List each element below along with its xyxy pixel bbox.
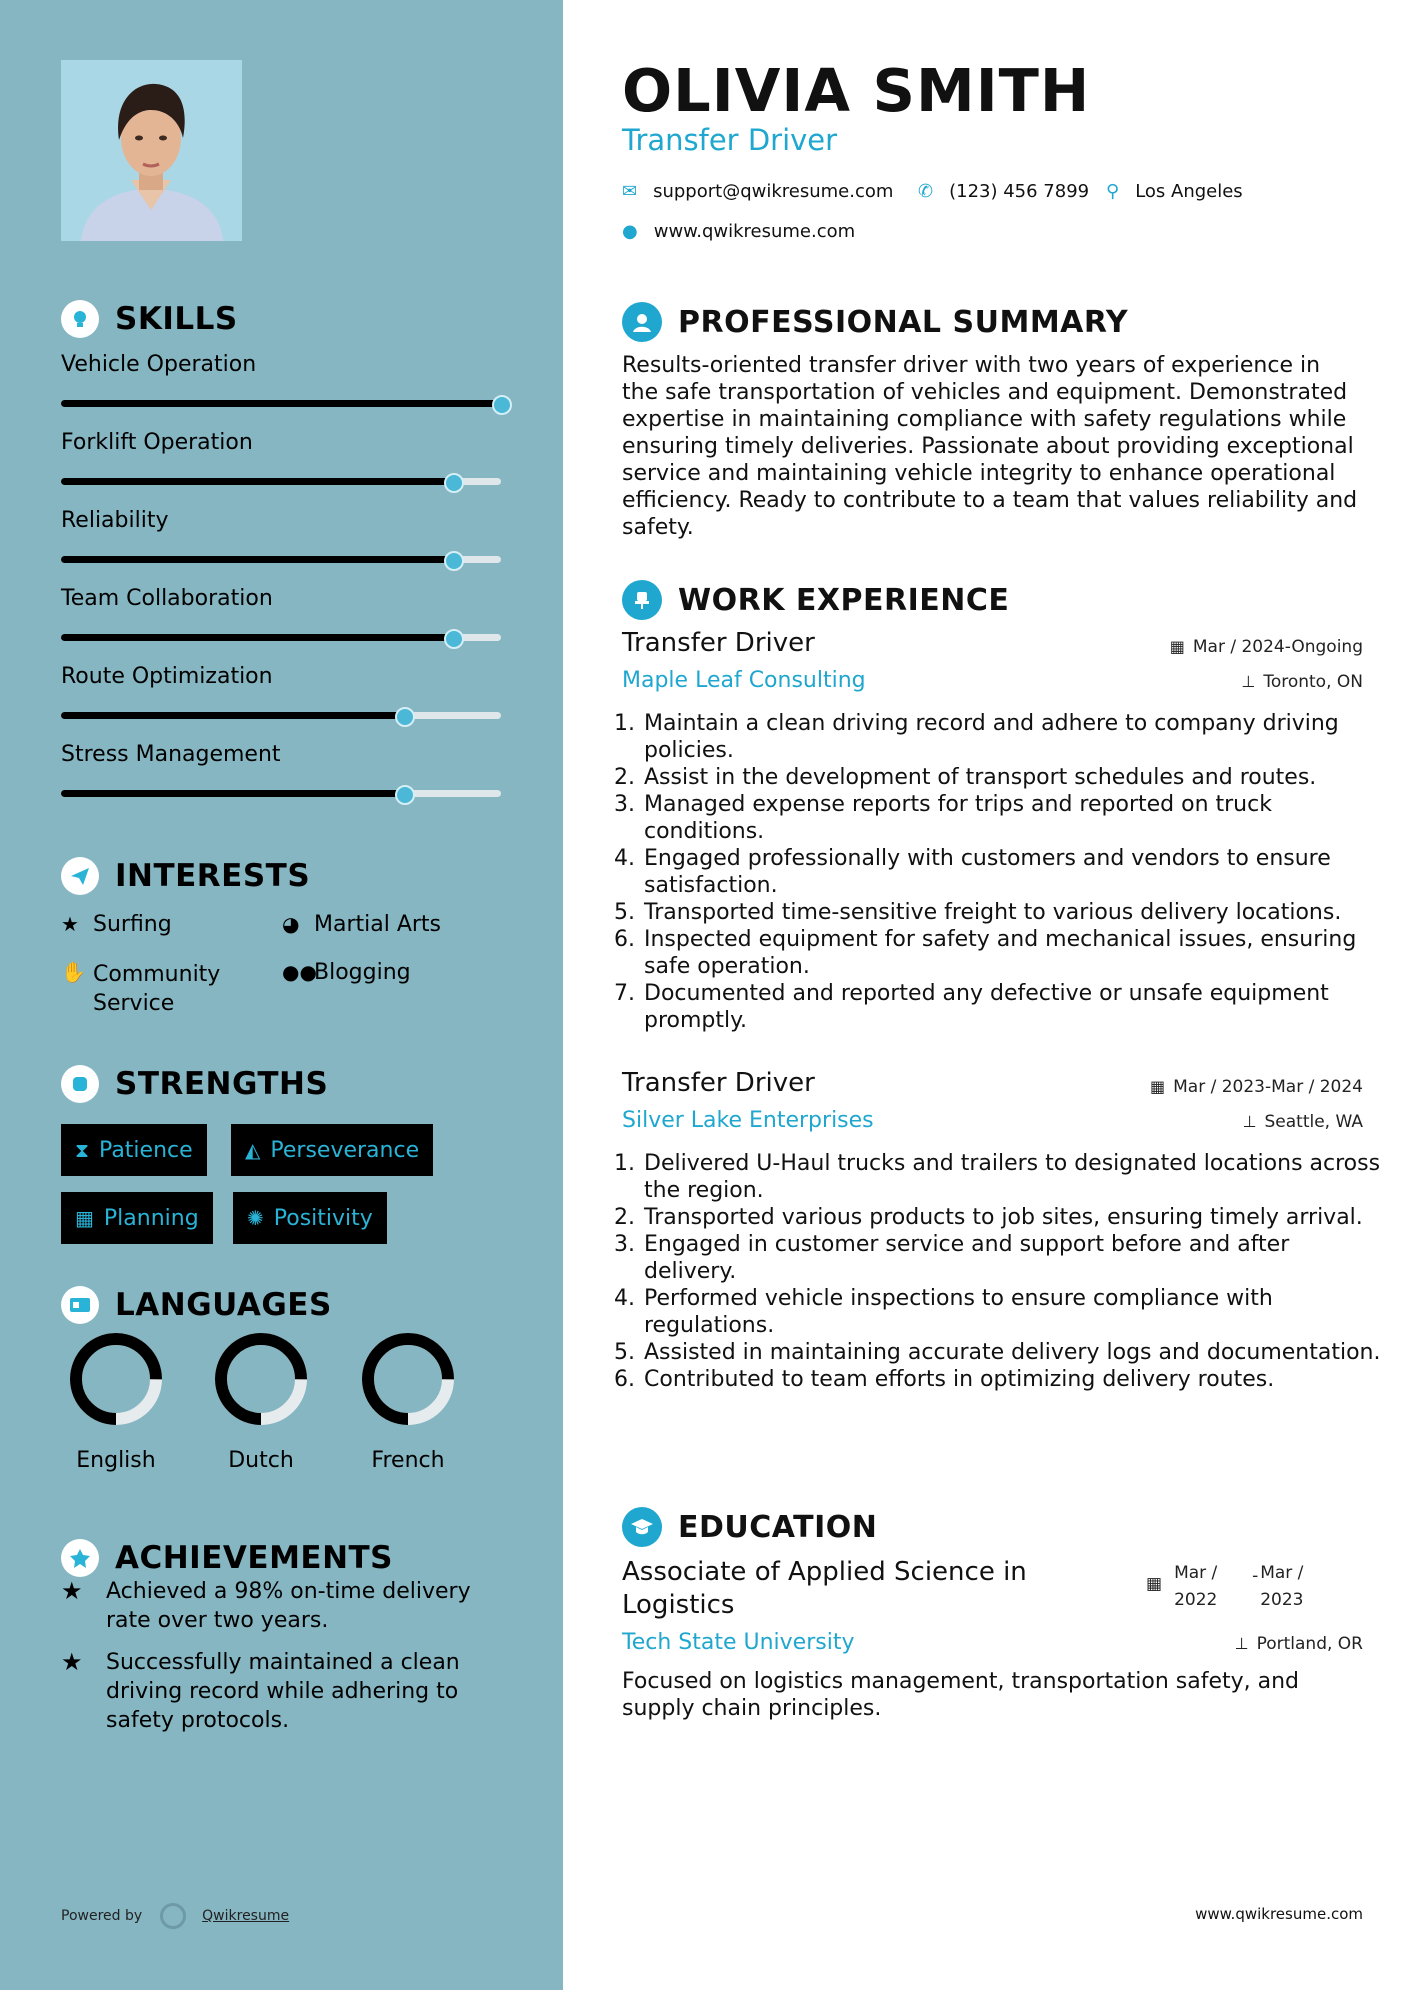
strength-label: Planning [103, 1205, 199, 1231]
duty-item: 4. Performed vehicle inspections to ensure compliance with regulations. [642, 1285, 1387, 1339]
star-icon: ★ [61, 912, 79, 936]
strength-label: Patience [99, 1137, 193, 1163]
education-description: Focused on logistics management, transportation safety, and supply chain principles. [622, 1669, 1299, 1721]
job-dates-text: Mar / 2023-Mar / 2024 [1173, 1077, 1363, 1097]
achievement-text: Achieved a 98% on-time delivery rate over two years. [106, 1579, 471, 1633]
calendar-icon: ▦ [1169, 637, 1185, 656]
job-title: Transfer Driver [622, 628, 815, 658]
achievements-heading [61, 1539, 393, 1577]
phone-text: (123) 456 7899 [949, 181, 1090, 202]
language-donut [353, 1324, 463, 1434]
language-donut [206, 1324, 316, 1434]
user-icon [622, 302, 662, 342]
phone-contact[interactable] [918, 181, 1089, 202]
skill-bar-fill [61, 634, 453, 641]
profile-photo [61, 60, 242, 241]
language-name: Dutch [228, 1448, 294, 1473]
language-name: English [76, 1448, 156, 1473]
skills-title: SKILLS [115, 301, 238, 337]
interest-item [282, 912, 441, 937]
skill-name: Forklift Operation [61, 430, 253, 455]
languages-heading [61, 1286, 332, 1324]
strength-badge [233, 1192, 387, 1244]
summary-title: PROFESSIONAL SUMMARY [678, 304, 1129, 340]
skill-bar [61, 790, 501, 797]
language-name: French [371, 1448, 445, 1473]
trophy-star-icon: ★ [61, 1648, 83, 1676]
job-location-text: Seattle, WA [1264, 1112, 1363, 1132]
skill-bar-fill [61, 478, 453, 485]
education-dates [1146, 1560, 1320, 1614]
education-location-text: Portland, OR [1256, 1634, 1363, 1654]
education-end: Mar / 2023 [1260, 1563, 1304, 1610]
summary-heading [622, 302, 1128, 342]
duty-item: 7. Documented and reported any defective or unsafe equipment promptly. [642, 980, 1387, 1034]
location-text: Los Angeles [1135, 181, 1243, 202]
interests-heading [61, 857, 310, 895]
skill-bar-knob [444, 473, 464, 493]
sun-icon: ✺ [247, 1206, 264, 1230]
strength-badge [61, 1192, 213, 1244]
interests-title: INTERESTS [115, 858, 311, 894]
skill-bar [61, 634, 501, 641]
users-icon: ●● [282, 960, 317, 984]
duty-item: 5. Transported time-sensitive freight to various delivery locations. [642, 899, 1387, 926]
experience-heading [622, 580, 1009, 620]
phone-icon: ✆ [918, 181, 934, 202]
job-dates [1150, 1077, 1363, 1097]
footer-website[interactable]: www.qwikresume.com [1195, 1905, 1363, 1923]
language-donut [61, 1324, 171, 1434]
strengths-heading [61, 1065, 328, 1103]
job-duties-list [622, 710, 1387, 1034]
email-contact[interactable] [622, 181, 893, 202]
duty-item: 4. Engaged professionally with customers and vendors to ensure satisfaction. [642, 845, 1387, 899]
interest-label: Martial Arts [314, 912, 442, 937]
qwikresume-logo-icon [160, 1903, 186, 1929]
skill-bar [61, 478, 501, 485]
powered-by [61, 1903, 289, 1929]
achievement-item [61, 1648, 491, 1735]
calendar-icon: ▦ [1146, 1574, 1163, 1594]
skill-name: Vehicle Operation [61, 352, 257, 377]
job-dates [1170, 637, 1363, 657]
interest-item [282, 960, 411, 985]
achievement-item [61, 1577, 491, 1635]
skill-name: Team Collaboration [61, 586, 273, 611]
hourglass-icon: ⧗ [75, 1138, 90, 1162]
company-name: Maple Leaf Consulting [622, 668, 866, 693]
job-dates-text: Mar / 2024-Ongoing [1192, 637, 1363, 657]
chair-icon [622, 580, 662, 620]
duty-item: 2. Transported various products to job sites, ensuring timely arrival. [642, 1204, 1387, 1231]
skill-name: Stress Management [61, 742, 281, 767]
school-name: Tech State University [622, 1630, 855, 1655]
experience-title: WORK EXPERIENCE [678, 582, 1010, 618]
strength-label: Positivity [273, 1205, 373, 1231]
achievements-title: ACHIEVEMENTS [115, 1540, 394, 1576]
skill-bar-knob [492, 395, 512, 415]
duty-item: 1. Delivered U-Haul trucks and trailers to designated locations across the region. [642, 1150, 1387, 1204]
degree-line-2: Logistics [622, 1590, 735, 1620]
achievement-text: Successfully maintained a clean driving record while adhering to safety protocols. [106, 1650, 460, 1733]
globe-icon: ◕ [282, 912, 300, 936]
education-location [1235, 1634, 1363, 1654]
interest-item [61, 960, 261, 1018]
globe-icon: ● [622, 221, 638, 242]
languages-title: LANGUAGES [115, 1287, 332, 1323]
hand-icon: ✋ [61, 960, 86, 984]
strengths-title: STRENGTHS [115, 1066, 329, 1102]
skill-name: Reliability [61, 508, 169, 533]
skill-bar-fill [61, 400, 501, 407]
job-location [1243, 1112, 1363, 1132]
calendar-icon: ▦ [1149, 1077, 1166, 1096]
id-card-icon [61, 1286, 99, 1324]
envelope-icon: ✉ [622, 181, 638, 202]
interest-label: Blogging [314, 960, 411, 985]
education-date-dash: - [1252, 1566, 1259, 1586]
map-pin-icon: ⚲ [1106, 181, 1120, 202]
job-location-text: Toronto, ON [1263, 672, 1363, 692]
skill-bar-fill [61, 556, 453, 563]
duty-item: 6. Inspected equipment for safety and mechanical issues, ensuring safe operation. [642, 926, 1387, 980]
paper-plane-icon [61, 857, 99, 895]
graduation-cap-icon [622, 1507, 662, 1547]
degree-title [622, 1556, 1082, 1622]
skill-bar-fill [61, 790, 404, 797]
company-name: Silver Lake Enterprises [622, 1108, 874, 1133]
duty-item: 1. Maintain a clean driving record and adhere to company driving policies. [642, 710, 1387, 764]
job-location [1241, 672, 1363, 692]
duty-item: 6. Contributed to team efforts in optimizing delivery routes. [642, 1366, 1387, 1393]
summary-text: Results-oriented transfer driver with two years of experience in the safe transportation of vehicles and equipment. Demonstrated expertise in maintaining compliance with safety regulations while ensuring timely deliveries. Passionate about providing exceptional service and maintaining vehicle integrity to enhance operational efficiency. Ready to contribute to a team that values reliability and safety. [622, 353, 1358, 540]
education-start: Mar / 2022 [1174, 1563, 1218, 1610]
duty-item: 2. Assist in the development of transport schedules and routes. [642, 764, 1387, 791]
skill-bar-fill [61, 712, 404, 719]
location-contact [1106, 181, 1243, 202]
fist-icon [61, 1065, 99, 1103]
degree-line-1: Associate of Applied Science in [622, 1557, 1027, 1587]
brand-link[interactable]: Qwikresume [202, 1908, 290, 1924]
star-badge-icon [61, 1539, 99, 1577]
education-title: EDUCATION [678, 1509, 878, 1545]
job-title: Transfer Driver [622, 1068, 815, 1098]
candidate-name: OLIVIA SMITH [622, 56, 1091, 125]
skill-name: Route Optimization [61, 664, 273, 689]
skill-bar [61, 556, 501, 563]
email-text: support@qwikresume.com [653, 181, 894, 202]
pushpin-icon: ⊥ [1241, 672, 1256, 691]
skill-bar [61, 712, 501, 719]
skill-bar [61, 400, 501, 407]
skill-bar-knob [444, 551, 464, 571]
duty-item: 3. Engaged in customer service and support before and after delivery. [642, 1231, 1387, 1285]
interest-label: Community Service [93, 962, 221, 1016]
education-heading [622, 1507, 877, 1547]
interest-label: Surfing [93, 912, 172, 937]
powered-by-label: Powered by [61, 1908, 143, 1924]
skill-bar-knob [444, 629, 464, 649]
candidate-title: Transfer Driver [622, 123, 838, 157]
website-contact[interactable] [622, 221, 855, 242]
strength-label: Perseverance [270, 1137, 420, 1163]
duty-item: 3. Managed expense reports for trips and reported on truck conditions. [642, 791, 1387, 845]
skills-heading [61, 300, 238, 338]
strength-badge [61, 1124, 207, 1176]
calendar-icon: ▦ [75, 1206, 94, 1230]
trophy-star-icon: ★ [61, 1577, 83, 1605]
strength-badge [231, 1124, 433, 1176]
interest-item [61, 912, 172, 937]
duty-item: 5. Assisted in maintaining accurate delivery logs and documentation. [642, 1339, 1387, 1366]
pushpin-icon: ⊥ [1234, 1634, 1249, 1653]
job-duties-list [622, 1150, 1387, 1393]
website-text: www.qwikresume.com [653, 221, 856, 242]
lightbulb-icon [61, 300, 99, 338]
pushpin-icon: ⊥ [1242, 1112, 1257, 1131]
binoculars-icon: ◭ [245, 1138, 261, 1162]
